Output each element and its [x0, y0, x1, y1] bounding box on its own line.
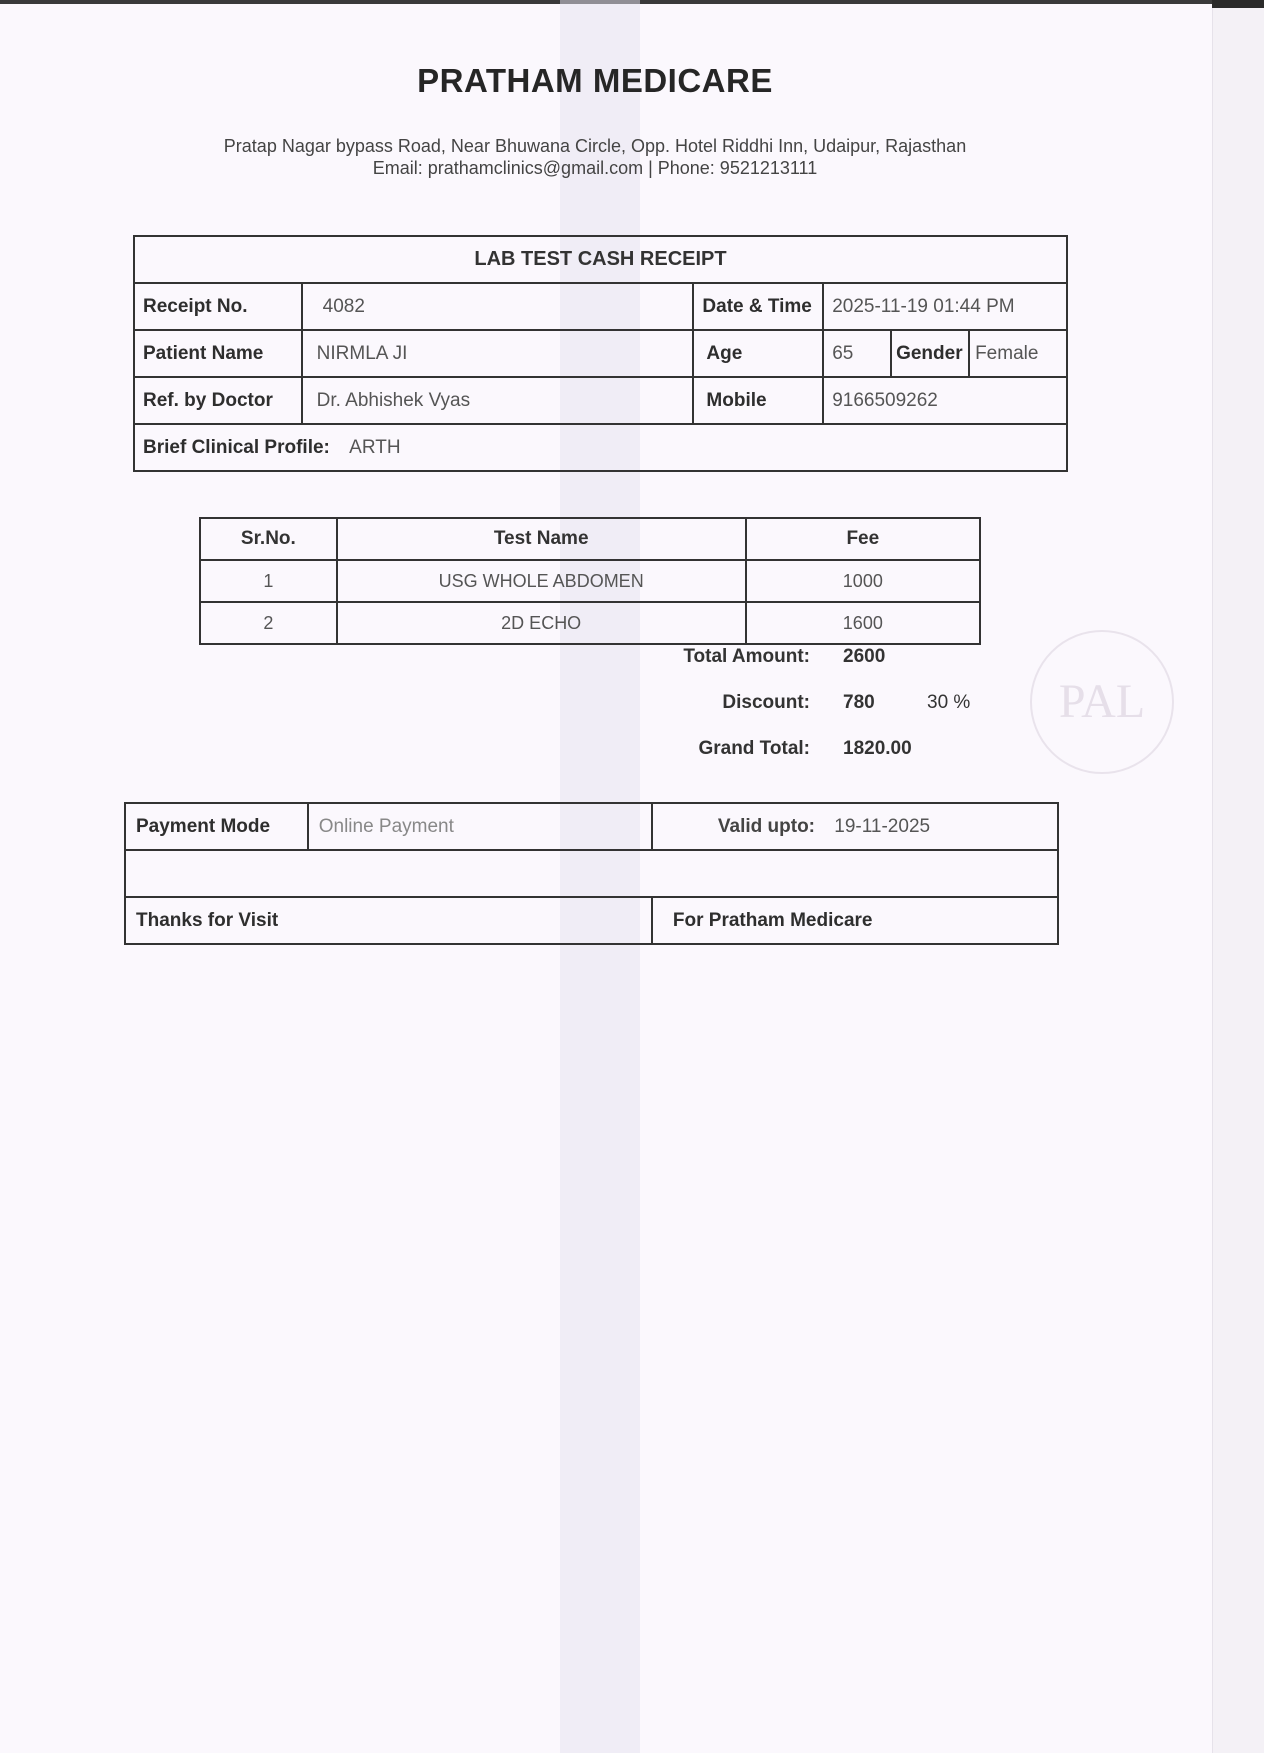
total-amount-row [600, 646, 1000, 676]
table-row [200, 602, 980, 644]
clinical-profile-value: ARTH [349, 436, 401, 458]
paper-edge [1212, 0, 1264, 1753]
grand-total-row [600, 738, 1000, 768]
patient-name-label: Patient Name [134, 330, 302, 377]
row-fee: 1600 [746, 602, 980, 644]
valid-upto-value: 19-11-2025 [834, 815, 931, 837]
discount-percent: 30 % [927, 692, 971, 713]
age-value: 65 [823, 330, 891, 377]
thanks-text: Thanks for Visit [125, 897, 652, 944]
payment-mode-value: Online Payment [308, 803, 652, 850]
blank-row [125, 850, 1058, 897]
signature-text: For Pratham Medicare [652, 897, 1058, 944]
valid-upto-label: Valid upto: [717, 815, 816, 837]
patient-name-value: NIRMLA JI [302, 330, 694, 377]
row-test-name: 2D ECHO [337, 602, 746, 644]
clinical-profile-label: Brief Clinical Profile: [143, 436, 330, 458]
age-label: Age [693, 330, 823, 377]
ref-doctor-label: Ref. by Doctor [134, 377, 302, 424]
receipt-info-table [133, 235, 1068, 472]
total-amount-label: Total Amount: [683, 646, 810, 667]
mobile-value: 9166509262 [823, 377, 1067, 424]
total-amount-value: 2600 [843, 646, 886, 667]
payment-mode-label: Payment Mode [125, 803, 308, 850]
receipt-no-label: Receipt No. [134, 283, 302, 330]
payment-table [124, 802, 1059, 945]
gender-label: Gender [891, 330, 969, 377]
row-fee: 1000 [746, 560, 980, 602]
datetime-value: 2025-11-19 01:44 PM [823, 283, 1067, 330]
row-test-name: USG WHOLE ABDOMEN [337, 560, 746, 602]
test-table [199, 517, 981, 645]
grand-total-label: Grand Total: [698, 738, 810, 759]
receipt-no-value: 4082 [302, 283, 694, 330]
col-header-test-name: Test Name [337, 518, 746, 560]
scan-corner [1212, 0, 1264, 8]
table-row [200, 560, 980, 602]
col-header-srno: Sr.No. [200, 518, 337, 560]
mobile-label: Mobile [693, 377, 823, 424]
row-srno: 1 [200, 560, 337, 602]
clinic-stamp-watermark: PAL [1030, 630, 1174, 774]
datetime-label: Date & Time [693, 283, 823, 330]
ref-doctor-value: Dr. Abhishek Vyas [302, 377, 694, 424]
col-header-fee: Fee [746, 518, 980, 560]
clinic-title: PRATHAM MEDICARE [417, 62, 773, 99]
row-srno: 2 [200, 602, 337, 644]
discount-row [600, 692, 1000, 722]
clinic-contact: Email: prathamclinics@gmail.com | Phone: 9521213111 [372, 158, 818, 178]
grand-total-value: 1820.00 [843, 738, 912, 759]
discount-value: 780 [843, 692, 875, 713]
receipt-heading: LAB TEST CASH RECEIPT [134, 236, 1067, 283]
discount-label: Discount: [722, 692, 810, 713]
clinic-address: Pratap Nagar bypass Road, Near Bhuwana Circle, Opp. Hotel Riddhi Inn, Udaipur, Rajasthan [223, 136, 967, 156]
gender-value: Female [969, 330, 1067, 377]
